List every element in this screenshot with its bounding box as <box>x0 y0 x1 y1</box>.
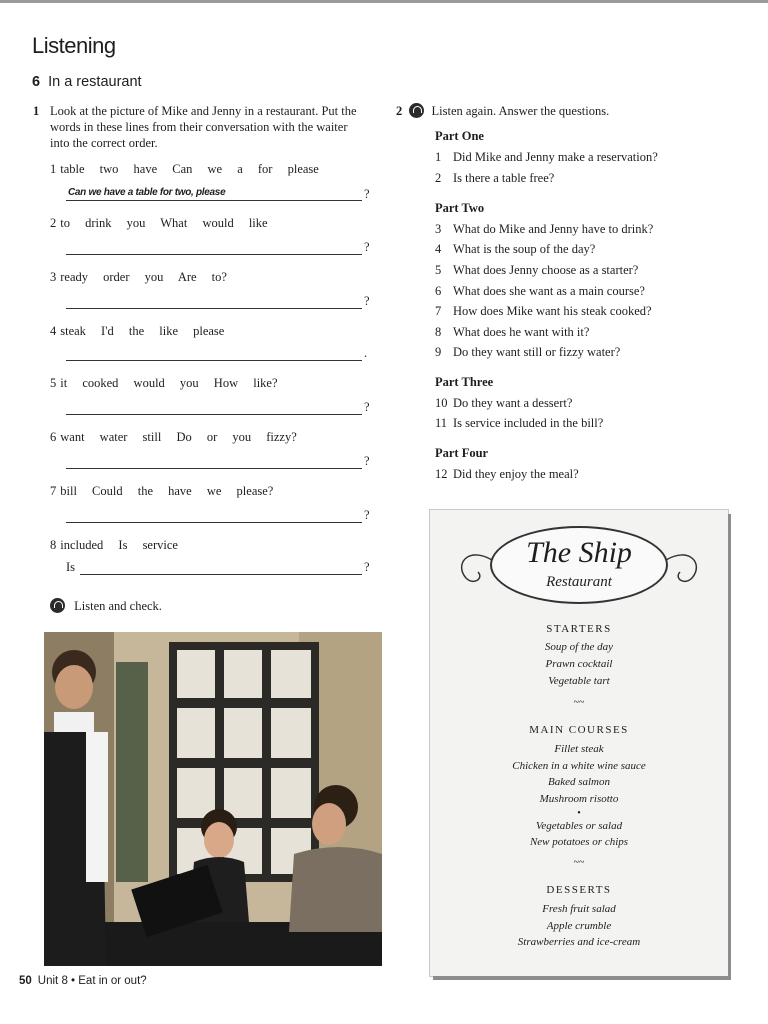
question-5-words: 5 it cooked would you How like? <box>50 376 278 390</box>
question-5-end: ? <box>364 400 370 414</box>
question-item: 1 Did Mike and Jenny make a reservation? <box>435 150 658 164</box>
menu-item: Prawn cocktail <box>545 658 613 670</box>
menu-bullet: • <box>577 808 581 819</box>
part-two-title: Part Two <box>435 201 485 215</box>
menu-item: Fresh fruit salad <box>542 903 616 915</box>
question-item: 10 Do they want a dessert? <box>435 396 573 410</box>
part-one-title: Part One <box>435 129 484 143</box>
answer-line-8[interactable] <box>80 574 362 575</box>
menu-item: Vegetables or salad <box>535 820 623 832</box>
question-3-end: ? <box>364 294 370 308</box>
listen-check-text: Listen and check. <box>74 599 162 613</box>
page-number: 50 <box>19 975 32 987</box>
question-7-end: ? <box>364 508 370 522</box>
menu-starters-heading: STARTERS <box>546 623 612 635</box>
answer-line-1[interactable] <box>66 200 362 201</box>
exercise-heading <box>32 74 142 90</box>
restaurant-menu-card <box>430 510 728 976</box>
footer-unit-title: Unit 8 • Eat in or out? <box>37 975 147 987</box>
menu-item: Soup of the day <box>544 641 614 653</box>
question-8-end: ? <box>364 560 370 574</box>
menu-item: Vegetable tart <box>548 675 610 687</box>
question-3-words: 3 ready order you Are to? <box>50 270 227 284</box>
question-8-prefix: Is <box>66 560 76 574</box>
task2-number: 2 <box>396 104 403 118</box>
restaurant-photo-illustration <box>44 632 382 966</box>
menu-restaurant-name: The Ship <box>526 536 632 569</box>
task2-instruction: Listen again. Answer the questions. <box>431 104 610 118</box>
section-title: Listening <box>32 33 116 58</box>
exercise-title: In a restaurant <box>48 74 142 90</box>
answer-line-5[interactable] <box>66 414 362 415</box>
menu-item: Apple crumble <box>546 920 612 932</box>
menu-item: Fillet steak <box>554 743 604 755</box>
question-item: 7 How does Mike want his steak cooked? <box>435 304 652 318</box>
exercise-number: 6 <box>32 74 41 90</box>
listen-check <box>50 598 162 614</box>
headphones-icon[interactable] <box>409 103 424 118</box>
menu-item: New potatoes or chips <box>529 836 629 848</box>
task1-questions <box>50 162 380 582</box>
question-item: 11 Is service included in the bill? <box>435 416 604 430</box>
question-item: 2 Is there a table free? <box>435 171 555 185</box>
headphones-icon[interactable] <box>50 598 65 613</box>
question-item: 3 What do Mike and Jenny have to drink? <box>435 222 654 236</box>
menu-item: Strawberries and ice-cream <box>517 936 641 948</box>
part-three-title: Part Three <box>435 375 494 389</box>
menu-item: Mushroom risotto <box>539 793 619 805</box>
menu-item: Baked salmon <box>547 776 610 788</box>
answer-line-2[interactable] <box>66 254 362 255</box>
menu-title-badge <box>490 526 668 604</box>
question-4-end: . <box>364 346 368 360</box>
menu-mains-heading: MAIN COURSES <box>529 724 629 736</box>
question-1-answer: Can we have a table for two, please <box>68 187 226 198</box>
question-8-words: 8 included Is service <box>50 538 178 552</box>
question-item: 4 What is the soup of the day? <box>435 242 596 256</box>
menu-desserts-heading: DESSERTS <box>546 884 612 896</box>
task1-instruction: Look at the picture of Mike and Jenny in a restaurant. Put the words in these lines from their conversation with the waiter into the correct order. <box>50 104 357 150</box>
question-2-words: 2 to drink you What would like <box>50 216 268 230</box>
menu-divider-ornament: ~~ <box>573 857 585 868</box>
task1-instruction-block <box>33 103 362 151</box>
question-2-end: ? <box>364 240 370 254</box>
answer-line-6[interactable] <box>66 468 362 469</box>
question-6-end: ? <box>364 454 370 468</box>
menu-item: Chicken in a white wine sauce <box>512 760 646 772</box>
question-7-words: 7 bill Could the have we please? <box>50 484 274 498</box>
task2-instruction-block <box>396 103 609 119</box>
page-footer <box>19 975 147 987</box>
question-1-end: ? <box>364 187 370 201</box>
question-1-words: 1 table two have Can we a for please <box>50 162 319 176</box>
restaurant-photo <box>44 632 382 966</box>
answer-line-3[interactable] <box>66 308 362 309</box>
question-item: 12 Did they enjoy the meal? <box>435 467 579 481</box>
task1-number: 1 <box>33 104 40 118</box>
question-item: 9 Do they want still or fizzy water? <box>435 345 621 359</box>
question-4-words: 4 steak I'd the like please <box>50 324 225 338</box>
question-6-words: 6 want water still Do or you fizzy? <box>50 430 297 444</box>
menu-restaurant-subtitle: Restaurant <box>546 574 612 590</box>
question-item: 6 What does she want as a main course? <box>435 284 645 298</box>
answer-line-7[interactable] <box>66 522 362 523</box>
menu-divider-ornament: ~~ <box>573 697 585 708</box>
question-item: 5 What does Jenny choose as a starter? <box>435 263 639 277</box>
top-rule <box>0 0 768 3</box>
answer-line-4[interactable] <box>66 360 362 361</box>
part-four-title: Part Four <box>435 446 489 460</box>
question-item: 8 What does he want with it? <box>435 325 590 339</box>
